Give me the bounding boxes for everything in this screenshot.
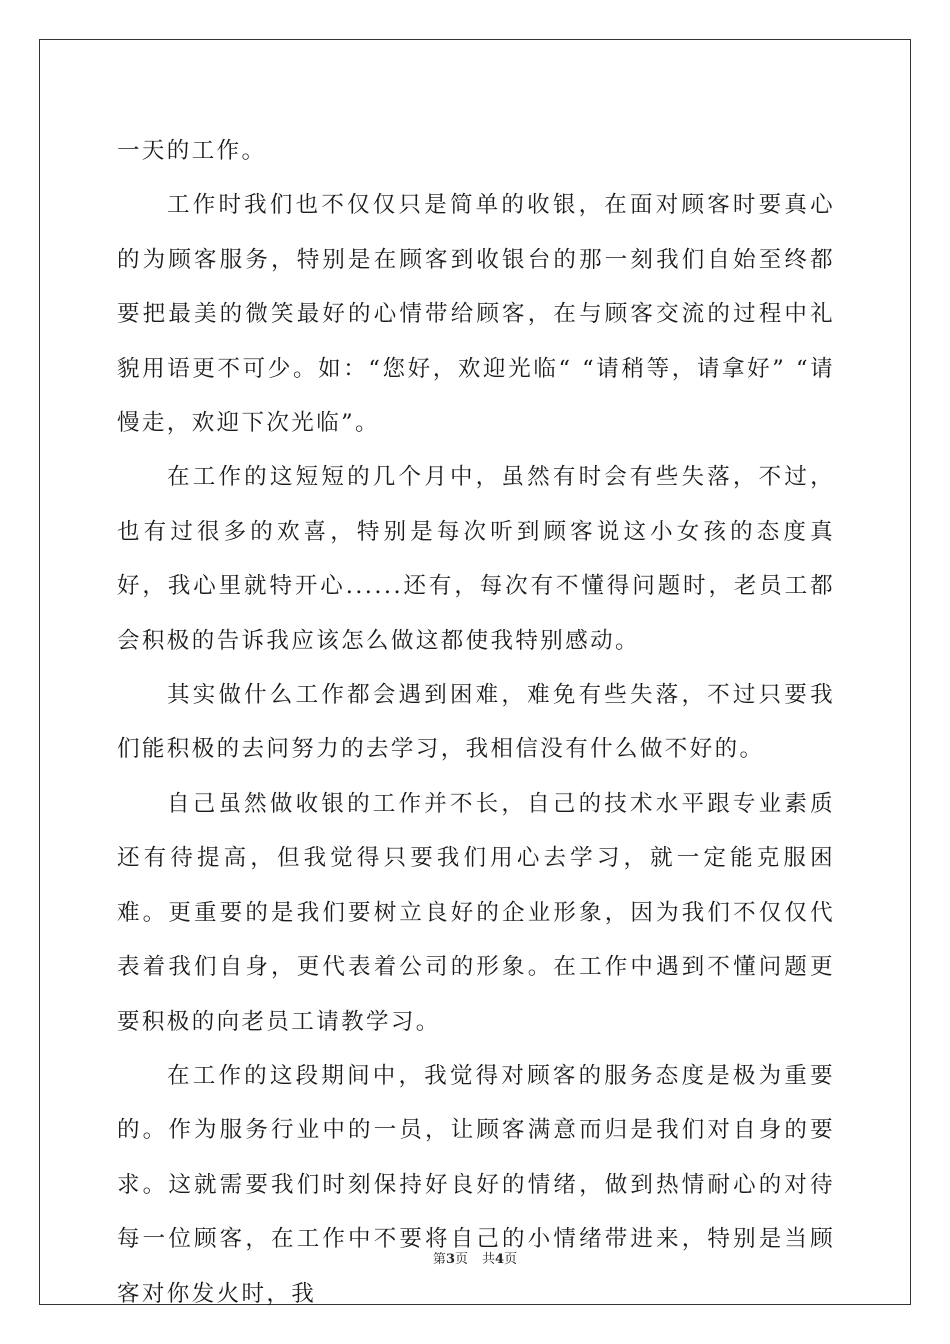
paragraph-2: 工作时我们也不仅仅只是简单的收银，在面对顾客时要真心的为顾客服务，特别是在顾客到收银台的那一刻我们自始至终都要把最美的微笑最好的心情带给顾客，在与顾客交流的过程中礼貌用语更不可少。如：“您好，欢迎光临“ “请稍等，请拿好” “请慢走，欢迎下次光临”。 xyxy=(117,192,835,437)
page-suffix: 页 xyxy=(454,1252,468,1267)
document-body xyxy=(117,124,835,1321)
total-suffix: 页 xyxy=(504,1252,518,1267)
paragraph-4: 其实做什么工作都会遇到困难，难免有些失落，不过只要我们能积极的去问努力的去学习，我相信没有什么做不好的。 xyxy=(117,682,835,763)
paragraph-5: 自己虽然做收银的工作并不长，自己的技术水平跟专业素质还有待提高，但我觉得只要我们用心去学习，就一定能克服困难。更重要的是我们要树立良好的企业形象，因为我们不仅仅代表着我们自身，更代表着公司的形象。在工作中遇到不懂问题更要积极的向老员工请教学习。 xyxy=(117,790,835,1035)
paragraph-1: 一天的工作。 xyxy=(117,138,267,164)
page-prefix: 第 xyxy=(432,1252,446,1267)
paragraph-3: 在工作的这短短的几个月中，虽然有时会有些失落，不过，也有过很多的欢喜，特别是每次听到顾客说这小女孩的态度真好，我心里就特开心......还有，每次有不懂得问题时，老员工都会积极的告诉我应该怎么做这都使我特别感动。 xyxy=(117,464,835,654)
total-prefix: 共 xyxy=(482,1252,496,1267)
paragraph-6: 在工作的这段期间中，我觉得对顾客的服务态度是极为重要的。作为服务行业中的一员，让顾客满意而归是我们对自身的要求。这就需要我们时刻保持好良好的情绪，做到热情耐心的对待每一位顾客，在工作中不要将自己的小情绪带进来，特别是当顾客对你发火时，我 xyxy=(117,1062,835,1307)
page-number: 3 xyxy=(445,1252,455,1267)
total-pages: 4 xyxy=(495,1252,505,1267)
page-footer xyxy=(0,1248,950,1267)
